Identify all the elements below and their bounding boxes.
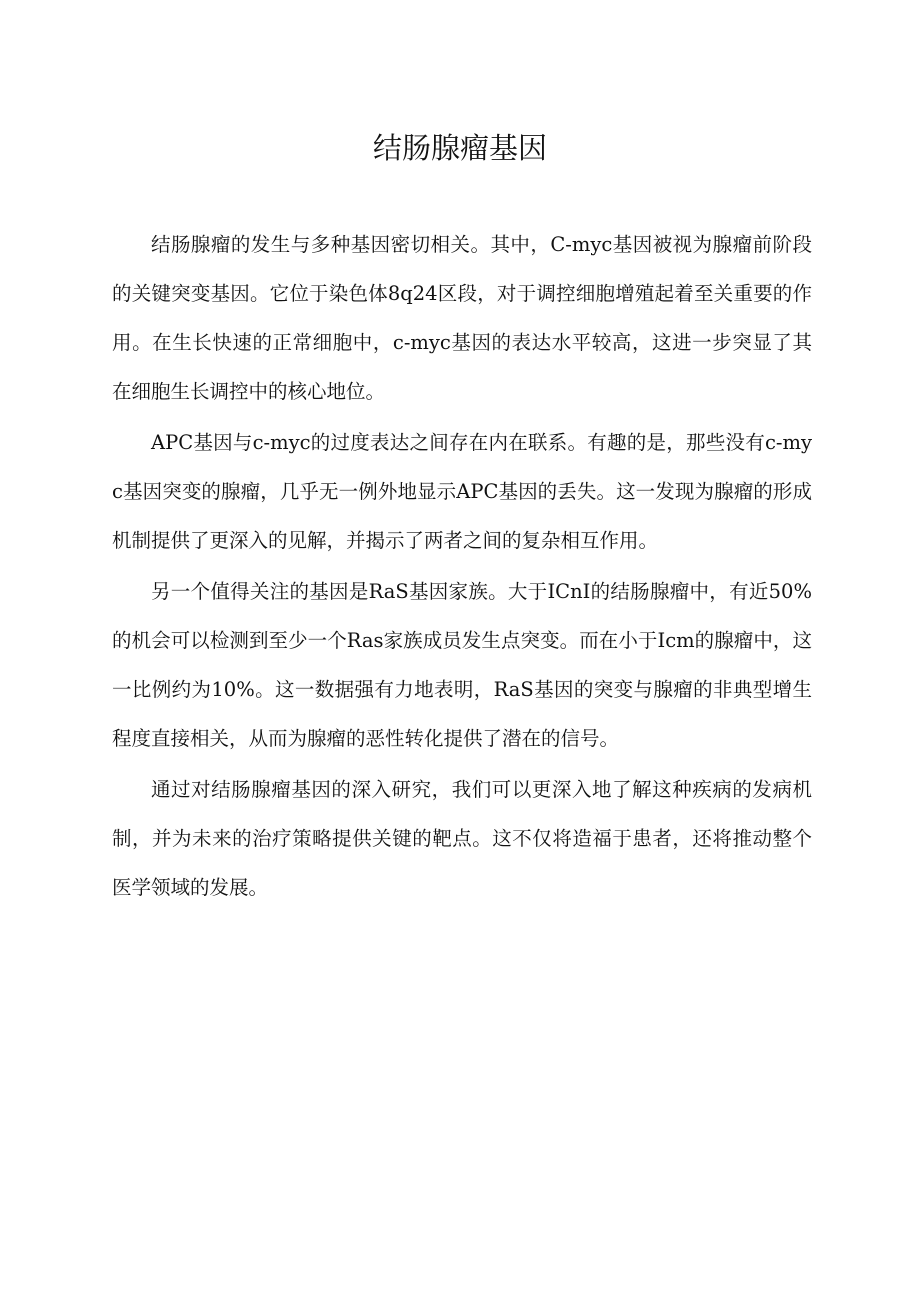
document-title: 结肠腺瘤基因 (372, 131, 547, 165)
document-body (112, 220, 812, 914)
paragraph-ras: 另一个值得关注的基因是RaS基因家族。大于ICnI的结肠腺瘤中，有近50%的机会可以检测到至少一个Ras家族成员发生点突变。而在小于Icm的腺瘤中，这一比例约为10%。这一数据强有力地表明，RaS基因的突变与腺瘤的非典型增生程度直接相关，从而为腺瘤的恶性转化提供了潜在的信号。 (112, 580, 812, 750)
paragraph-apc: APC基因与c-myc的过度表达之间存在内在联系。有趣的是，那些没有c-myc基因突变的腺瘤，几乎无一例外地显示APC基因的丢失。这一发现为腺瘤的形成机制提供了更深入的见解，并揭示了两者之间的复杂相互作用。 (112, 431, 812, 552)
paragraph-conclusion: 通过对结肠腺瘤基因的深入研究，我们可以更深入地了解这种疾病的发病机制，并为未来的治疗策略提供关键的靶点。这不仅将造福于患者，还将推动整个医学领域的发展。 (112, 778, 812, 899)
paragraph-c-myc: 结肠腺瘤的发生与多种基因密切相关。其中，C-myc基因被视为腺瘤前阶段的关键突变基因。它位于染色体8q24区段，对于调控细胞增殖起着至关重要的作用。在生长快速的正常细胞中，c-myc基因的表达水平较高，这进一步突显了其在细胞生长调控中的核心地位。 (112, 233, 812, 403)
